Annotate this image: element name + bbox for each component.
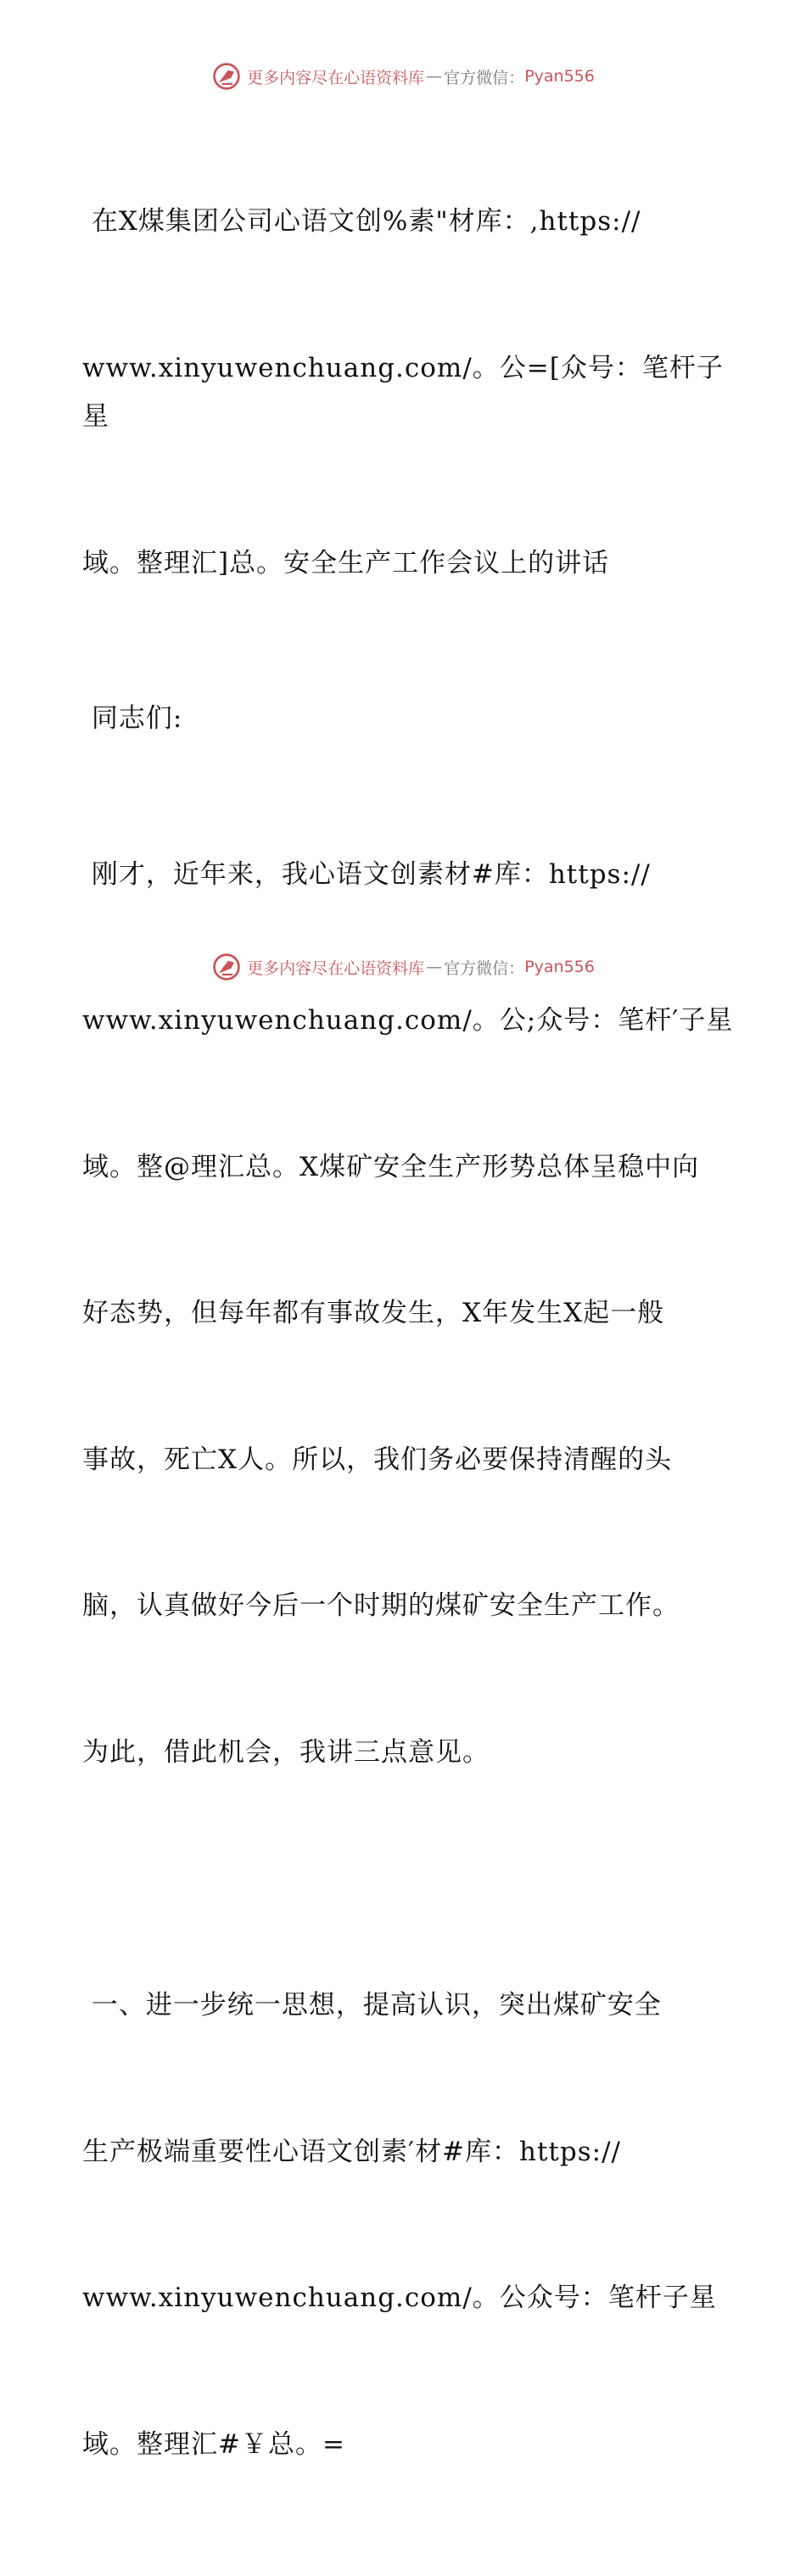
watermark-wechat-label: 官方微信： xyxy=(444,958,525,978)
watermark-wechat-id: Pyan556 xyxy=(524,958,595,976)
paragraph-1 xyxy=(82,753,736,1875)
paragraph-line: 生产极端重要性心语文创素′材#库：https:// xyxy=(82,2136,621,2167)
watermark-separator: — xyxy=(426,67,443,86)
watermark-main-text: 更多内容尽在心语资料库 xyxy=(247,958,425,978)
footer-watermark xyxy=(0,952,806,982)
paragraph-line: 好态势，但每年都有事故发生，X年发生X起一般 xyxy=(82,1298,665,1328)
paragraph-line: www.xinyuwenchuang.com/。公众号：笔杆子星 xyxy=(82,2283,717,2313)
document-body xyxy=(82,100,736,2576)
pen-nib-logo-icon xyxy=(211,61,242,92)
paragraph-line: 域。整理汇#￥总。= xyxy=(82,2428,345,2460)
paragraph-line: 脑，认真做好今后一个时期的煤矿安全生产工作。 xyxy=(82,1590,680,1621)
paragraph-2 xyxy=(82,1884,736,2567)
pen-nib-logo-icon xyxy=(211,952,242,982)
watermark-separator: — xyxy=(426,958,443,976)
paragraph-line: 一、进一步统一思想，提高认识，突出煤矿安全 xyxy=(82,1990,662,2020)
document-title xyxy=(82,100,736,685)
paragraph-line: www.xinyuwenchuang.com/。公;众号：笔杆′子星 xyxy=(82,1005,734,1036)
paragraph-line: 域。整@理汇总。X煤矿安全生产形势总体呈稳中向 xyxy=(82,1151,700,1182)
title-line: 域。整理汇]总。安全生产工作会议上的讲话 xyxy=(82,547,610,578)
watermark-wechat-label: 官方微信： xyxy=(444,68,525,87)
watermark-main-text: 更多内容尽在心语资料库 xyxy=(247,68,425,87)
paragraph-line: 刚才，近年来，我心语文创素材#库：https:// xyxy=(82,858,651,890)
salutation: 同志们: xyxy=(82,703,183,734)
header-watermark xyxy=(0,61,806,92)
paragraph-line: 事故，死亡X人。所以，我们务必要保持清醒的头 xyxy=(82,1444,673,1475)
title-line: 在X煤集团公司心语文创%素"材库：,https:// xyxy=(82,206,641,237)
title-line: www.xinyuwenchuang.com/。公=[众号：笔杆子星 xyxy=(82,352,724,432)
watermark-wechat-id: Pyan556 xyxy=(524,67,595,86)
paragraph-line: 为此，借此机会，我讲三点意见。 xyxy=(82,1736,490,1768)
